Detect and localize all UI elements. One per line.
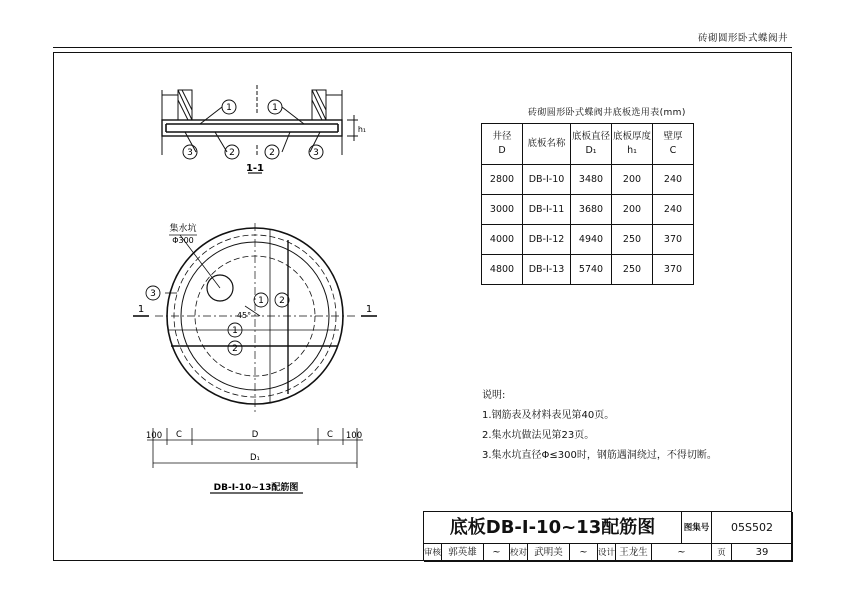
review-label: 审核 [424,544,442,562]
atlas-label: 图集号 [682,512,712,544]
designer-signature: ~ [652,544,712,562]
plan-bar-1-vertical: 1 [258,296,264,306]
section-h1-label: h₁ [357,125,367,134]
table-row [482,195,694,225]
header-cell: 壁厚 C [653,124,694,165]
table-cell: 5740 [571,255,612,285]
title-block [423,511,792,561]
section-bar-2-right: 2 [269,148,275,158]
header-cell: 井径 D [482,124,523,165]
table-cell: 4800 [482,255,523,285]
table-cell: 250 [612,225,653,255]
dim-edge-left: 100 [145,431,163,441]
table-cell: DB-Ⅰ-12 [523,225,571,255]
header-cell: 底板名称 [523,124,571,165]
table-cell: 200 [612,195,653,225]
plan-bar-3: 3 [150,289,156,299]
design-label: 设计 [598,544,616,562]
designer-name: 王龙生 [616,544,652,562]
table-cell: 2800 [482,165,523,195]
table-cell: 370 [653,255,694,285]
drawing-title: 底板DB-Ⅰ-10~13配筋图 [424,512,682,544]
table-cell: DB-Ⅰ-11 [523,195,571,225]
section-bar-2-left: 2 [229,148,235,158]
table-row [482,225,694,255]
sump-diameter: Φ300 [172,236,194,245]
reviewer-signature: ~ [484,544,510,562]
cut-mark-right: 1 [365,304,373,315]
section-bar-3-right: 3 [313,148,319,158]
cut-mark-left: 1 [137,304,145,315]
plan-title: DB-Ⅰ-10~13配筋图 [213,483,299,493]
note-item: 2.集水坑做法见第23页。 [482,430,595,441]
table-cell: DB-Ⅰ-13 [523,255,571,285]
page-number: 39 [732,544,793,562]
checker-name: 武明美 [528,544,570,562]
table-caption: 砖砌圆形卧式蝶阀井底板选用表(mm) [528,108,686,118]
dim-c-left: C [176,430,182,440]
header-cell: 底板直径 D₁ [571,124,612,165]
section-bar-3-left: 3 [187,148,193,158]
section-bar-1-right: 1 [272,103,278,113]
table-cell: 250 [612,255,653,285]
table-header-row [482,124,694,165]
notes-title: 说明: [482,390,506,401]
dim-edge-right: 100 [345,431,363,441]
atlas-number: 05S502 [712,512,793,544]
plan-bar-2-vertical: 2 [279,296,285,306]
table-cell: 4940 [571,225,612,255]
header-cell: 底板厚度 h₁ [612,124,653,165]
section-bar-1-left: 1 [226,103,232,113]
dim-c-right: C [327,430,333,440]
note-item: 3.集水坑直径Φ≤300时，钢筋遇洞绕过，不得切断。 [482,450,717,461]
reviewer-name: 郭英雄 [442,544,484,562]
note-item: 1.钢筋表及材料表见第40页。 [482,410,615,421]
page-label: 页 [712,544,732,562]
table-cell: 200 [612,165,653,195]
drawing-series-title: 砖砌圆形卧式蝶阀井 [697,33,788,44]
table-row [482,255,694,285]
table-row [482,165,694,195]
table-cell: 3480 [571,165,612,195]
table-cell: DB-Ⅰ-10 [523,165,571,195]
header-rule [53,47,792,48]
table-cell: 3000 [482,195,523,225]
plan-bar-2: 2 [232,344,238,354]
checker-signature: ~ [570,544,598,562]
dim-d1: D₁ [250,453,260,463]
section-1-1-drawing [140,85,380,195]
check-label: 校对 [510,544,528,562]
plan-bar-1: 1 [232,326,238,336]
sump-label: 集水坑 [169,224,197,234]
selection-table [481,123,694,285]
dim-d: D [251,430,259,440]
notes-block [482,386,717,466]
section-title: 1-1 [245,163,265,174]
plan-reinforcement-drawing [125,218,385,508]
table-cell: 240 [653,195,694,225]
table-cell: 370 [653,225,694,255]
angle-label: 45° [236,311,252,320]
table-cell: 3680 [571,195,612,225]
table-cell: 240 [653,165,694,195]
table-cell: 4000 [482,225,523,255]
